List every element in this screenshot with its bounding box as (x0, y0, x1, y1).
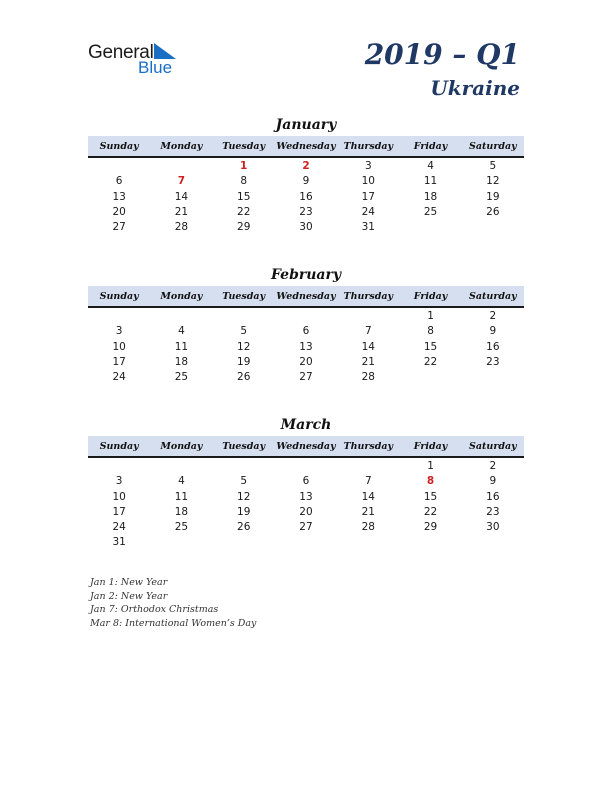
day-cell: 7 (364, 475, 372, 488)
day-cell: 22 (423, 355, 438, 368)
weekday-label: Wednesday (276, 291, 336, 302)
day-cell: 25 (423, 205, 438, 218)
day-cell-holiday: 7 (177, 175, 186, 188)
day-cell: 27 (299, 371, 313, 384)
day-cell: 29 (423, 521, 438, 534)
day-cell: 12 (237, 340, 251, 353)
day-cell: 10 (112, 340, 126, 353)
month-january (88, 116, 524, 235)
day-cell: 12 (237, 490, 251, 503)
day-cell: 22 (237, 205, 251, 218)
day-cell: 14 (361, 340, 375, 353)
day-grid (88, 158, 524, 235)
day-cell: 19 (237, 505, 251, 518)
day-cell: 24 (361, 205, 375, 218)
weekday-label: Monday (160, 141, 203, 152)
day-cell: 21 (174, 205, 189, 218)
day-cell: 29 (237, 221, 251, 234)
day-cell: 15 (423, 490, 438, 503)
day-cell: 16 (486, 490, 500, 503)
day-cell: 28 (361, 371, 375, 384)
weekday-label: Friday (413, 141, 448, 152)
day-cell: 17 (361, 190, 375, 203)
day-cell: 26 (486, 205, 500, 218)
day-cell: 6 (115, 175, 123, 188)
weekday-header (88, 436, 524, 458)
holiday-notes (90, 576, 256, 631)
day-cell: 5 (240, 475, 248, 488)
weekday-label: Saturday (469, 291, 517, 302)
day-cell: 20 (299, 355, 313, 368)
weekday-header (88, 136, 524, 158)
day-cell: 13 (112, 190, 126, 203)
weekday-label: Thursday (343, 291, 394, 302)
day-cell: 19 (486, 190, 500, 203)
weekday-label: Monday (160, 441, 203, 452)
day-cell: 10 (361, 175, 375, 188)
day-cell: 25 (174, 371, 189, 384)
day-cell-holiday: 2 (302, 160, 310, 172)
day-cell: 17 (112, 355, 126, 368)
day-empty (275, 309, 337, 324)
logo-word-blue: Blue (138, 58, 173, 77)
day-cell: 16 (486, 340, 500, 353)
weekday-label: Monday (160, 291, 203, 302)
day-cell: 26 (237, 521, 251, 534)
day-empty (337, 309, 399, 324)
weekday-label: Friday (413, 291, 448, 302)
day-cell: 24 (112, 371, 126, 384)
day-cell: 18 (174, 355, 189, 368)
day-cell: 4 (178, 475, 185, 488)
day-cell: 21 (361, 355, 375, 368)
day-cell: 23 (486, 355, 500, 368)
day-cell: 28 (361, 521, 375, 534)
day-cell: 5 (240, 325, 248, 338)
holiday-note: Jan 1: New Year (90, 577, 168, 588)
month-march (88, 416, 524, 551)
day-cell: 8 (240, 175, 248, 188)
day-cell: 6 (302, 475, 310, 488)
holiday-note: Jan 7: Orthodox Christmas (90, 604, 219, 616)
weekday-label: Thursday (343, 141, 394, 152)
day-empty (88, 309, 150, 324)
day-cell: 22 (423, 505, 438, 518)
day-cell: 11 (423, 175, 438, 188)
day-cell: 3 (115, 325, 123, 338)
day-cell: 9 (489, 475, 497, 488)
day-cell: 2 (489, 460, 497, 472)
day-grid (88, 308, 524, 385)
day-cell: 26 (237, 371, 251, 384)
day-cell: 28 (174, 221, 189, 234)
day-cell: 13 (299, 340, 313, 353)
day-cell: 11 (174, 340, 189, 353)
day-empty (150, 159, 212, 174)
day-cell: 18 (174, 505, 189, 518)
weekday-label: Tuesday (222, 141, 266, 152)
day-cell: 16 (299, 190, 313, 203)
month-title: January (275, 117, 337, 133)
day-cell: 15 (237, 190, 251, 203)
day-empty (213, 309, 275, 324)
day-cell: 2 (489, 310, 497, 322)
holiday-note: Mar 8: International Women’s Day (90, 618, 257, 630)
day-cell: 7 (364, 325, 372, 338)
day-cell: 12 (486, 175, 500, 188)
weekday-label: Tuesday (222, 291, 266, 302)
day-cell: 17 (112, 505, 126, 518)
weekday-label: Thursday (343, 441, 394, 452)
day-cell: 27 (112, 221, 126, 234)
day-cell: 9 (489, 325, 497, 338)
weekday-label: Saturday (469, 141, 517, 152)
day-cell: 24 (112, 521, 126, 534)
weekday-header (88, 286, 524, 308)
weekday-label: Sunday (99, 141, 139, 152)
day-cell: 31 (361, 221, 375, 234)
day-cell: 14 (174, 190, 189, 203)
day-cell: 30 (486, 521, 500, 534)
month-february (88, 266, 524, 385)
weekday-label: Tuesday (222, 441, 266, 452)
weekday-label: Sunday (99, 441, 139, 452)
day-empty (150, 309, 212, 324)
day-cell-holiday: 8 (426, 475, 435, 488)
day-cell: 23 (299, 205, 313, 218)
day-cell: 11 (174, 490, 189, 503)
day-empty (88, 159, 150, 174)
weekday-label: Saturday (469, 441, 517, 452)
day-cell: 23 (486, 505, 500, 518)
day-cell: 14 (361, 490, 375, 503)
day-cell: 13 (299, 490, 313, 503)
day-cell: 3 (364, 160, 372, 172)
day-cell: 27 (299, 521, 313, 534)
weekday-label: Wednesday (276, 441, 336, 452)
day-empty (150, 459, 212, 474)
holiday-note: Jan 2: New Year (90, 590, 168, 602)
day-cell: 20 (299, 505, 313, 518)
day-cell: 19 (237, 355, 251, 368)
day-cell-holiday: 1 (240, 160, 248, 172)
day-cell: 30 (299, 221, 313, 234)
day-cell: 9 (302, 175, 310, 188)
day-empty (213, 459, 275, 474)
day-cell: 20 (112, 205, 126, 218)
day-cell: 15 (423, 340, 438, 353)
weekday-label: Wednesday (276, 141, 336, 152)
day-cell: 10 (112, 490, 126, 503)
day-cell: 3 (115, 475, 123, 488)
day-cell: 6 (302, 325, 310, 338)
month-title: March (280, 417, 332, 433)
country-name: Ukraine (430, 76, 520, 100)
day-cell: 21 (361, 505, 375, 518)
day-cell: 4 (427, 160, 434, 172)
day-empty (337, 459, 399, 474)
day-cell: 1 (427, 310, 434, 322)
day-cell: 18 (423, 190, 438, 203)
day-cell: 31 (112, 536, 126, 549)
day-cell: 1 (427, 460, 434, 472)
day-grid (88, 458, 524, 551)
day-cell: 5 (489, 160, 497, 172)
day-cell: 8 (427, 325, 434, 338)
day-cell: 25 (174, 521, 189, 534)
month-title: February (270, 267, 341, 283)
weekday-label: Sunday (99, 291, 139, 302)
logo-word-general: General (88, 42, 154, 63)
weekday-label: Friday (413, 441, 448, 452)
day-empty (88, 459, 150, 474)
day-cell: 4 (178, 325, 185, 338)
brand-logo (88, 42, 188, 78)
page-title: 2019 – Q1 (364, 38, 520, 71)
day-empty (275, 459, 337, 474)
